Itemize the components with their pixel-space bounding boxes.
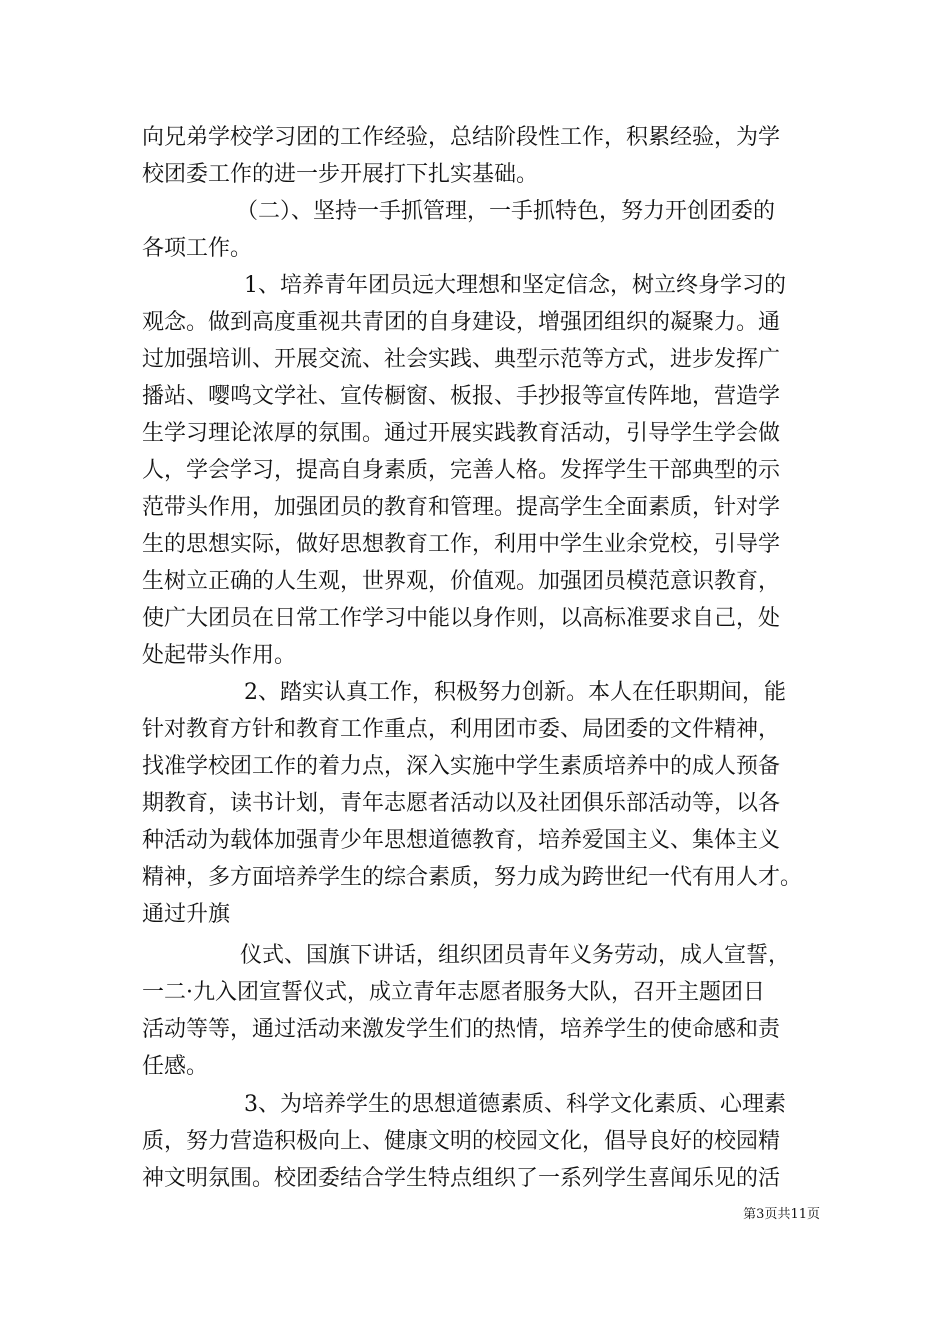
- text-line: 人，学会学习，提高自身素质，完善人格。发挥学生干部典型的示: [142, 458, 781, 483]
- text-line: 神文明氛围。校团委结合学生特点组织了一系列学生喜闻乐见的活: [142, 1166, 781, 1191]
- text-line: 各项工作。: [142, 236, 253, 261]
- text-line: 2、踏实认真工作，积极努力创新。本人在任职期间，能: [244, 680, 786, 705]
- text-line: 种活动为载体加强青少年思想道德教育，培养爱国主义、集体主义: [142, 828, 781, 853]
- text-line: 活动等等，通过活动来激发学生们的热情，培养学生的使命感和责: [142, 1017, 781, 1042]
- text-line: 处起带头作用。: [142, 643, 297, 668]
- text-line: 过加强培训、开展交流、社会实践、典型示范等方式，进步发挥广: [142, 347, 781, 372]
- text-line: 精神，多方面培养学生的综合素质，努力成为跨世纪一代有用人才。: [142, 865, 803, 890]
- text-line: 找准学校团工作的着力点，深入实施中学生素质培养中的成人预备: [142, 754, 781, 779]
- text-line: 一二·九入团宣誓仪式，成立青年志愿者服务大队，召开主题团日: [142, 980, 765, 1005]
- text-line: 范带头作用，加强团员的教育和管理。提高学生全面素质，针对学: [142, 495, 781, 520]
- text-line: 3、为培养学生的思想道德素质、科学文化素质、心理素: [244, 1092, 786, 1117]
- text-line: 生的思想实际，做好思想教育工作，利用中学生业余党校，引导学: [142, 532, 781, 557]
- text-line: 针对教育方针和教育工作重点，利用团市委、局团委的文件精神，: [142, 717, 781, 742]
- text-line: 使广大团员在日常工作学习中能以身作则，以高标准要求自己，处: [142, 606, 781, 631]
- text-line: 向兄弟学校学习团的工作经验，总结阶段性工作，积累经验，为学: [142, 125, 781, 150]
- text-line: 仪式、国旗下讲话，组织团员青年义务劳动，成人宣誓，: [240, 943, 791, 968]
- text-line: 生树立正确的人生观，世界观，价值观。加强团员模范意识教育，: [142, 569, 781, 594]
- text-line: 生学习理论浓厚的氛围。通过开展实践教育活动，引导学生学会做: [142, 421, 781, 446]
- text-line: 1、培养青年团员远大理想和坚定信念，树立终身学习的: [244, 273, 786, 298]
- text-line: 播站、嘤鸣文学社、宣传橱窗、板报、手抄报等宣传阵地，营造学: [142, 384, 781, 409]
- text-line: 质，努力营造积极向上、健康文明的校园文化，倡导良好的校园精: [142, 1129, 781, 1154]
- text-line: 任感。: [142, 1054, 209, 1079]
- text-line: 期教育，读书计划，青年志愿者活动以及社团俱乐部活动等，以各: [142, 791, 781, 816]
- section-heading: （二）、坚持一手抓管理，一手抓特色，努力开创团委的: [236, 199, 776, 224]
- text-line: 观念。做到高度重视共青团的自身建设，增强团组织的凝聚力。通: [142, 310, 781, 335]
- text-line: 通过升旗: [142, 902, 231, 927]
- page-number: 第3页共11页: [743, 1207, 820, 1222]
- text-line: 校团委工作的进一步开展打下扎实基础。: [142, 162, 539, 187]
